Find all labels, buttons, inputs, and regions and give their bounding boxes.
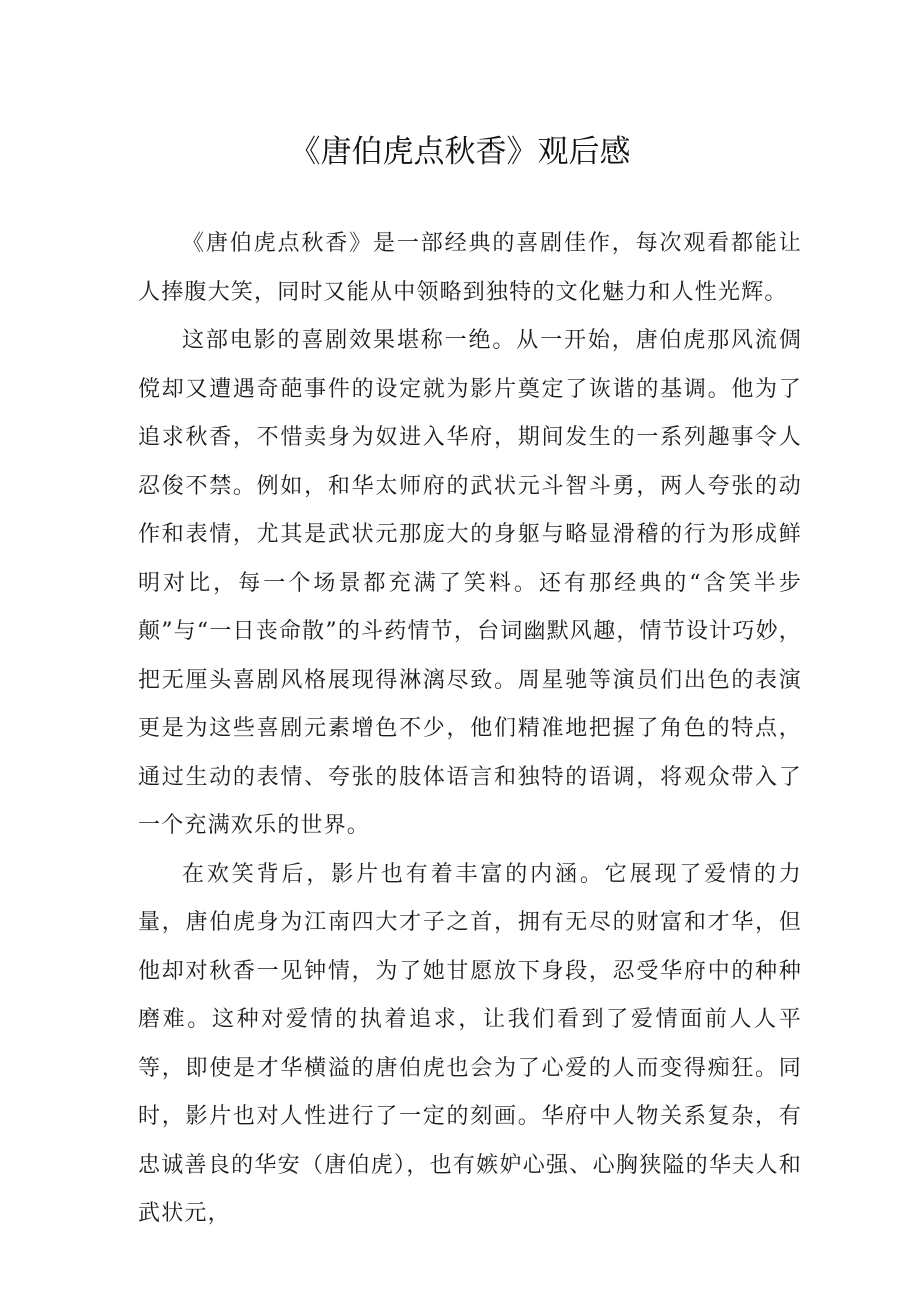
paragraph-comedy: 这部电影的喜剧效果堪称一绝。从一开始，唐伯虎那风流倜傥却又遭遇奇葩事件的设定就为影片奠定了诙谐的基调。他为了追求秋香，不惜卖身为奴进入华府，期间发生的一系列趣事令人忍俊不禁。例如，和华太师府的武状元斗智斗勇，两人夸张的动作和表情，尤其是武状元那庞大的身躯与略显滑稽的行为形成鲜明对比，每一个场景都充满了笑料。还有那经典的“含笑半步颠”与“一日丧命散”的斗药情节，台词幽默风趣，情节设计巧妙，把无厘头喜剧风格展现得淋漓尽致。周星驰等演员们出色的表演更是为这些喜剧元素增色不少，他们精准地把握了角色的特点，通过生动的表情、夸张的肢体语言和独特的语调，将观众带入了一个充满欢乐的世界。 [138,328,802,838]
paragraph-meaning: 在欢笑背后，影片也有着丰富的内涵。它展现了爱情的力量，唐伯虎身为江南四大才子之首，拥有无尽的财富和才华，但他却对秋香一见钟情，为了她甘愿放下身段，忍受华府中的种种磨难。这种对爱情的执着追求，让我们看到了爱情面前人人平等，即使是才华横溢的唐伯虎也会为了心爱的人而变得痴狂。同时，影片也对人性进行了一定的刻画。华府中人物关系复杂，有忠诚善良的华安（唐伯虎），也有嫉妒心强、心胸狭隘的华夫人和武状元， [138,861,802,1226]
document-title: 《唐伯虎点秋香》观后感 [289,134,631,170]
paragraph-intro: 《唐伯虎点秋香》是一部经典的喜剧佳作，每次观看都能让人捧腹大笑，同时又能从中领略到独特的文化魅力和人性光辉。 [138,231,802,305]
document-body [138,220,802,1239]
